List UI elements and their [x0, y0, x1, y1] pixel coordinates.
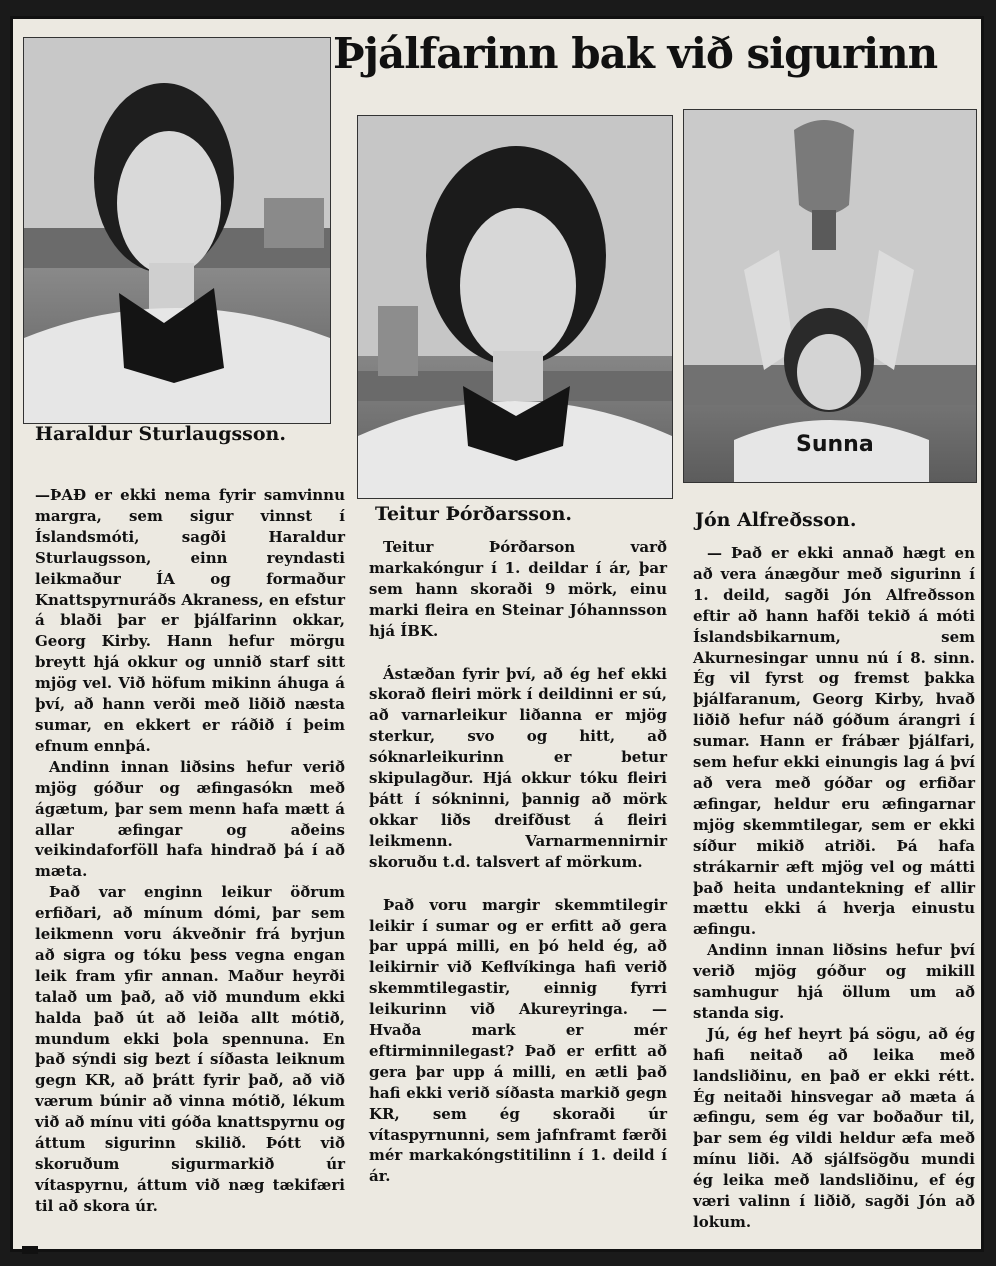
caption-haraldur: Haraldur Sturlaugsson.: [35, 423, 286, 445]
article-column-2: [369, 537, 667, 1187]
shirt-text: Sunna: [796, 432, 874, 457]
paragraph: — Það er ekki annað hægt en að vera ánægður með sigurinn í 1. deild, sagði Jón Alfreðsson eftir að hann hafði tekið á móti Íslandsbikarnum, sem Akurnesingar unnu nú í 8. sinn. Ég vil fyrst og fremst þakka þjálfaranum, Georg Kirby, hvað liðið hefur náð góðum árangri í sumar. Hann er frábær þjálfari, sem hefur ekki einungis lag á því að vera með góðar og erfiðar æfingar, heldur eru æfingarnar mjög skemmtilegar, sem er ekki síður mikið atriði. Þá hafa strákarnir æft mjög vel og mátti það heita undantekning ef allir mættu ekki á hverja einustu æfingu.: [693, 544, 975, 939]
photo-jon: [683, 109, 977, 483]
photo-haraldur: [23, 37, 331, 424]
paragraph: Andinn innan liðsins hefur því verið mjög góður og mikill samhugur hjá öllum um að standa sig.: [693, 941, 975, 1022]
caption-teitur: Teitur Þórðarsson.: [375, 503, 573, 525]
page-corner-mark: [22, 1246, 38, 1254]
headline: Þjálfarinn bak við sigurinn: [333, 29, 938, 78]
paragraph: Ástæðan fyrir því, að ég hef ekki skorað fleiri mörk í deildinni er sú, að varnarleikur liðanna er mjög sterkur, svo og hitt, að sóknarleikurinn er betur skipulagður. Hjá okkur tóku fleiri þátt í sókninni, þannig að mörk okkar liðs dreifðust á fleiri leikmenn. Varnarmennirnir skoruðu t.d. talsvert af mörkum.: [369, 664, 667, 871]
portrait-illustration: [358, 116, 672, 498]
paragraph: Jú, ég hef heyrt þá sögu, að ég hafi neitað að leika með landsliðinu, en það er ekki rétt. Ég neitaði hinsvegar að mæta á æfingu, sem ég var boðaður til, þar sem ég vildi heldur æfa með mínu liði. Að sjálfsögðu mundi ég leika með landsliðinu, ef ég væri valinn í liðið, sagði Jón að lokum.: [693, 1024, 975, 1231]
trophy-icon: [794, 120, 854, 215]
portrait-illustration: [684, 110, 976, 482]
article-column-1: [35, 485, 345, 1217]
article-column-3: [693, 543, 975, 1233]
paragraph: Teitur Þórðarson varð markakóngur í 1. deildar í ár, þar sem hann skoraði 9 mörk, einu marki fleira en Steinar Jóhannsson hjá ÍBK.: [369, 538, 667, 640]
caption-jon: Jón Alfreðsson.: [695, 509, 857, 531]
newspaper-page: [10, 16, 984, 1252]
paragraph: Andinn innan liðsins hefur verið mjög góður og æfingasókn með ágætum, þar sem menn hafa mætt á allar æfingar og aðeins veikindaforföll hafa hindrað þá í að mæta.: [35, 757, 345, 881]
paragraph: —ÞAÐ er ekki nema fyrir samvinnu margra, sem sigur vinnst í Íslandsmóti, sagði Haraldur Sturlaugsson, einn reyndasti leikmaður ÍA og formaður Knattspyrnuráðs Akraness, en efstur á blaði þar er þjálfarinn okkar, Georg Kirby. Hann hefur mörgu breytt hjá okkur og unnið starf sitt mjög vel. Við höfum mikinn áhuga á því, að hann verði með liðið næsta sumar, en ekkert er ráðið í þeim efnum ennþá.: [35, 486, 345, 755]
portrait-illustration: [24, 38, 330, 423]
paragraph: Það var enginn leikur öðrum erfiðari, að mínum dómi, þar sem leikmenn voru ákveðnir frá byrjun að sigra og tóku þess vegna engan leik fram yfir annan. Maður heyrði talað um það, að við mundum ekki halda það út að leiða allt mótið, mundum ekki þola spennuna. En það sýndi sig bezt í síðasta leiknum gegn KR, að þrátt fyrir það, að við værum búnir að vinna mótið, lékum við að mínu viti góða knattspyrnu og áttum sigurinn skilið. Þótt við skoruðum sigurmarkið úr vítaspyrnu, áttum við næg tækifæri til að skora úr.: [35, 883, 345, 1215]
paragraph: Það voru margir skemmtilegir leikir í sumar og er erfitt að gera þar uppá milli, en þó held ég, að leikirnir við Keflvíkinga hafi verið skemmtilegastir, einnig fyrri leikurinn við Akureyringa. — Hvaða mark er mér eftirminnilegast? Það er erfitt að gera þar upp á milli, en ætli það hafi ekki verið síðasta markið gegn KR, sem ég skoraði úr vítaspyrnunni, sem jafnframt færði mér markakóngstitilinn í 1. deild í ár.: [369, 895, 667, 1186]
photo-teitur: [357, 115, 673, 499]
